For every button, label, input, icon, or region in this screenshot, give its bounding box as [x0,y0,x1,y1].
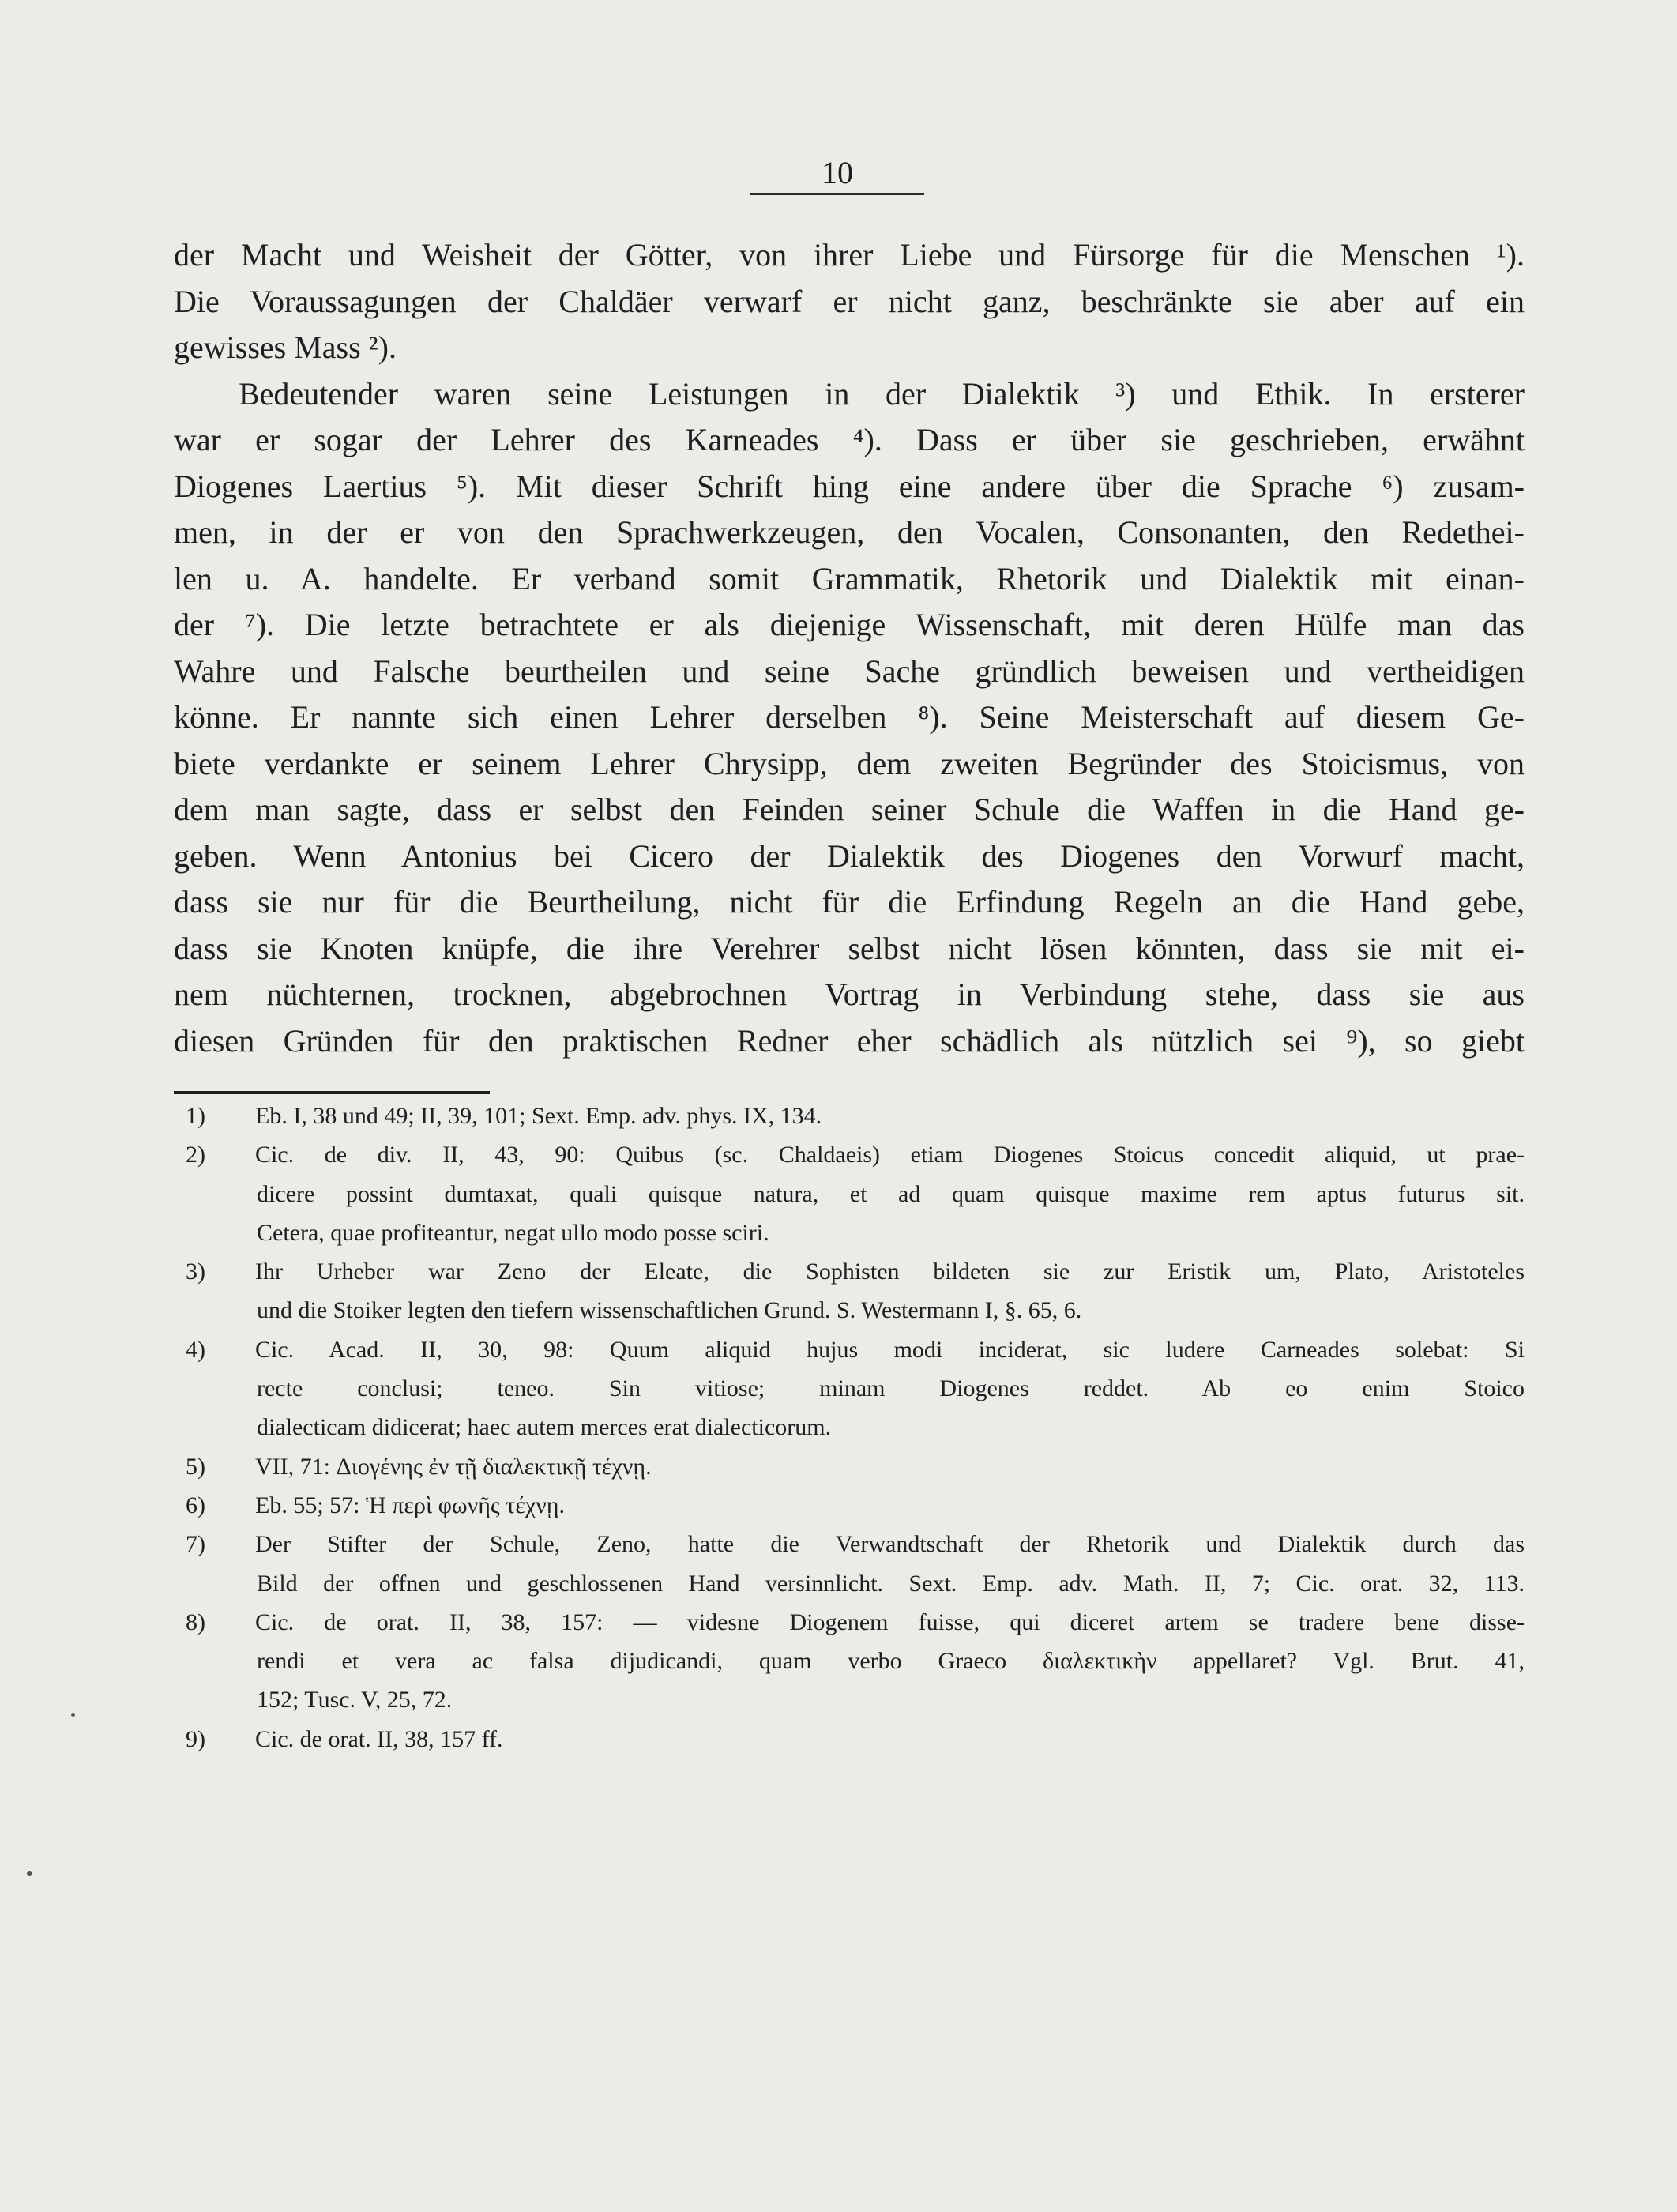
footnote-separator [174,1091,490,1094]
footnote-2 [186,1135,1525,1174]
footnote-7 [186,1525,1525,1563]
footnote-number: 7) [186,1531,205,1558]
footnote-number: 3) [186,1258,205,1285]
scan-speck [27,1871,32,1876]
footnote-number: 8) [186,1608,205,1635]
footnote-6 [186,1486,1525,1525]
scan-speck [71,1713,75,1717]
body-line: len u. A. handelte. Er verband somit Grammatik, Rhetorik und Dialektik mit einan- [174,560,1525,596]
body-line: der ⁷). Die letzte betrachtete er als diejenige Wissenschaft, mit deren Hülfe man das [174,607,1525,642]
footnote-number: 6) [186,1492,205,1518]
footnote-continuation: dialecticam didicerat; haec autem merces erat dialecticorum. [257,1414,832,1441]
footnote-number: 1) [186,1103,205,1129]
footnote-continuation: rendi et vera ac falsa dijudicandi, quam verbo Graeco διαλεκτικὴν appellaret? Vgl. Brut. 41, [257,1648,1525,1675]
footnote-8 [186,1603,1525,1642]
footnote-number: 2) [186,1142,205,1168]
footnote-text: Cic. de orat. II, 38, 157: — videsne Diogenem fuisse, qui diceret artem se tradere bene disse- [255,1608,1525,1635]
footnote-continuation: recte conclusi; teneo. Sin vitiose; minam Diogenes reddet. Ab eo enim Stoico [257,1375,1525,1402]
footnote-text: Cic. de orat. II, 38, 157 ff. [255,1725,503,1752]
body-line: diesen Gründen für den praktischen Redner eher schädlich als nützlich sei ⁹), so giebt [174,1022,1525,1059]
footnote-number: 4) [186,1336,205,1363]
body-line: Wahre und Falsche beurtheilen und seine Sache gründlich beweisen und vertheidigen [174,653,1525,689]
footnote-text: Eb. 55; 57: Ἡ περὶ φωνῆς τέχνῃ. [255,1492,565,1518]
footnote-continuation: Bild der offnen und geschlossenen Hand versinnlicht. Sext. Emp. adv. Math. II, 7; Cic. orat. 32, 113. [257,1570,1525,1597]
footnote-text: Cic. Acad. II, 30, 98: Quum aliquid hujus modi inciderat, sic ludere Carneades solebat: Si [255,1336,1525,1363]
body-text [174,232,1525,1064]
body-line: könne. Er nannte sich einen Lehrer derselben ⁸). Seine Meisterschaft auf diesem Ge- [174,699,1525,735]
footnote-continuation: und die Stoiker legten den tiefern wissenschaftlichen Grund. S. Westermann I, §. 65, 6. [257,1297,1082,1324]
footnote-continuation: dicere possint dumtaxat, quali quisque natura, et ad quam quisque maxime rem aptus futurus sit. [257,1180,1525,1207]
body-line: der Macht und Weisheit der Götter, von ihrer Liebe und Fürsorge für die Menschen ¹). [174,237,1525,273]
body-line: men, in der er von den Sprachwerkzeugen, den Vocalen, Consonanten, den Redethei- [174,514,1525,550]
body-line: dass sie Knoten knüpfe, die ihre Verehrer selbst nicht lösen könnten, dass sie mit ei- [174,930,1525,966]
page-number-rule [750,193,924,195]
body-line: Bedeutender waren seine Leistungen in der Dialektik ³) und Ethik. In ersterer [239,375,1525,412]
footnote-text: Der Stifter der Schule, Zeno, hatte die Verwandtschaft der Rhetorik und Dialektik durch das [255,1531,1525,1558]
body-line: gewisses Mass ²). [174,329,397,365]
footnote-5 [186,1447,1525,1486]
footnote-3 [186,1252,1525,1291]
footnote-1 [186,1097,1525,1135]
footnote-9 [186,1720,1525,1759]
footnotes [186,1097,1525,1759]
page-number: 10 [822,155,853,190]
footnote-number: 5) [186,1453,205,1480]
body-line: war er sogar der Lehrer des Karneades ⁴). Dass er über sie geschrieben, erwähnt [174,422,1525,457]
footnote-4 [186,1330,1525,1369]
body-line: Diogenes Laertius ⁵). Mit dieser Schrift hing eine andere über die Sprache ⁶) zusam- [174,468,1525,504]
footnote-continuation: Cetera, quae profiteantur, negat ullo modo posse sciri. [257,1219,769,1246]
body-line: dass sie nur für die Beurtheilung, nicht für die Erfindung Regeln an die Hand gebe, [174,884,1525,920]
body-line: nem nüchternen, trocknen, abgebrochnen Vortrag in Verbindung stehe, dass sie aus [174,976,1525,1012]
body-line: geben. Wenn Antonius bei Cicero der Dialektik des Diogenes den Vorwurf macht, [174,837,1525,874]
body-line: Die Voraussagungen der Chaldäer verwarf er nicht ganz, beschränkte sie aber auf ein [174,283,1525,319]
footnote-number: 9) [186,1725,205,1752]
body-line: dem man sagte, dass er selbst den Feinden seiner Schule die Waffen in die Hand ge- [174,792,1525,827]
footnote-text: Cic. de div. II, 43, 90: Quibus (sc. Chaldaeis) etiam Diogenes Stoicus concedit aliquid, ut prae- [255,1142,1525,1168]
footnote-continuation: 152; Tusc. V, 25, 72. [257,1687,453,1714]
footnote-text: Eb. I, 38 und 49; II, 39, 101; Sext. Emp. adv. phys. IX, 134. [255,1103,822,1129]
footnote-text: VII, 71: Διογένης ἐν τῇ διαλεκτικῇ τέχνῃ. [255,1453,652,1480]
body-line: biete verdankte er seinem Lehrer Chrysipp, dem zweiten Begründer des Stoicismus, von [174,745,1525,781]
footnote-text: Ihr Urheber war Zeno der Eleate, die Sophisten bildeten sie zur Eristik um, Plato, Aristoteles [255,1258,1525,1285]
